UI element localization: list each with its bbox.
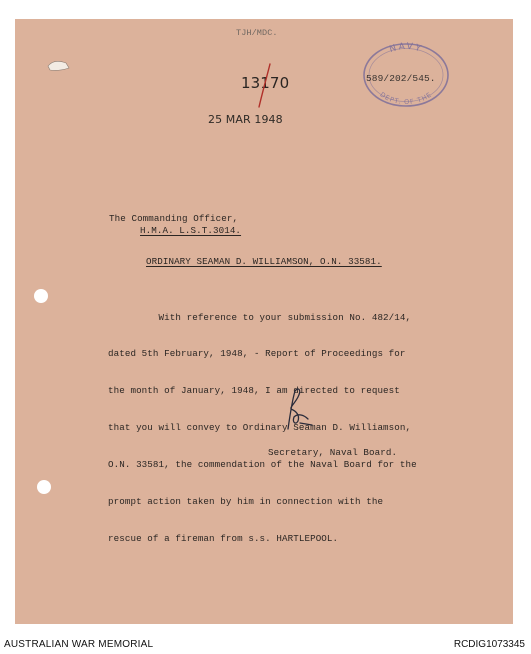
svg-text:DEPT. OF THE: [378, 90, 433, 106]
body-line: that you will convey to Ordinary Seaman D. Williamson,: [108, 422, 412, 434]
body-line: dated 5th February, 1948, - Report of Proceedings for: [108, 348, 406, 360]
paper-tear-mark: [46, 58, 72, 76]
addressee-line-2: H.M.A. L.S.T.3014.: [140, 225, 242, 236]
stamp-number: 589/202/545.: [366, 73, 436, 84]
addressee-line-1: The Commanding Officer,: [109, 213, 239, 224]
signatory: Secretary, Naval Board.: [268, 447, 398, 458]
stamp-bottom-text: DEPT. OF THE: [378, 90, 434, 107]
body-line: prompt action taken by him in connection with the: [108, 496, 384, 508]
file-number: 13170: [241, 74, 290, 92]
stamp-top-text: NAVY: [388, 42, 424, 55]
red-annotation-slash: [255, 62, 273, 110]
body-line: With reference to your submission No. 482/14,: [108, 311, 412, 323]
punch-hole-bottom: [37, 480, 51, 494]
date-stamp: 25 MAR 1948: [208, 113, 283, 126]
letter-body: [108, 287, 417, 558]
body-line: O.N. 33581, the commendation of the Naval Board for the: [108, 459, 417, 471]
reference-initials: TJH/MDC.: [236, 28, 278, 38]
punch-hole-top: [34, 289, 48, 303]
body-line: the month of January, 1948, I am directed to request: [108, 385, 400, 397]
subject-line: ORDINARY SEAMAN D. WILLIAMSON, O.N. 33581.: [146, 256, 382, 267]
institution-credit: AUSTRALIAN WAR MEMORIAL: [4, 639, 154, 650]
body-line: rescue of a fireman from s.s. HARTLEPOOL.: [108, 532, 339, 544]
catalogue-id: RCDIG1073345: [453, 639, 525, 650]
handwritten-signature: [278, 385, 318, 435]
